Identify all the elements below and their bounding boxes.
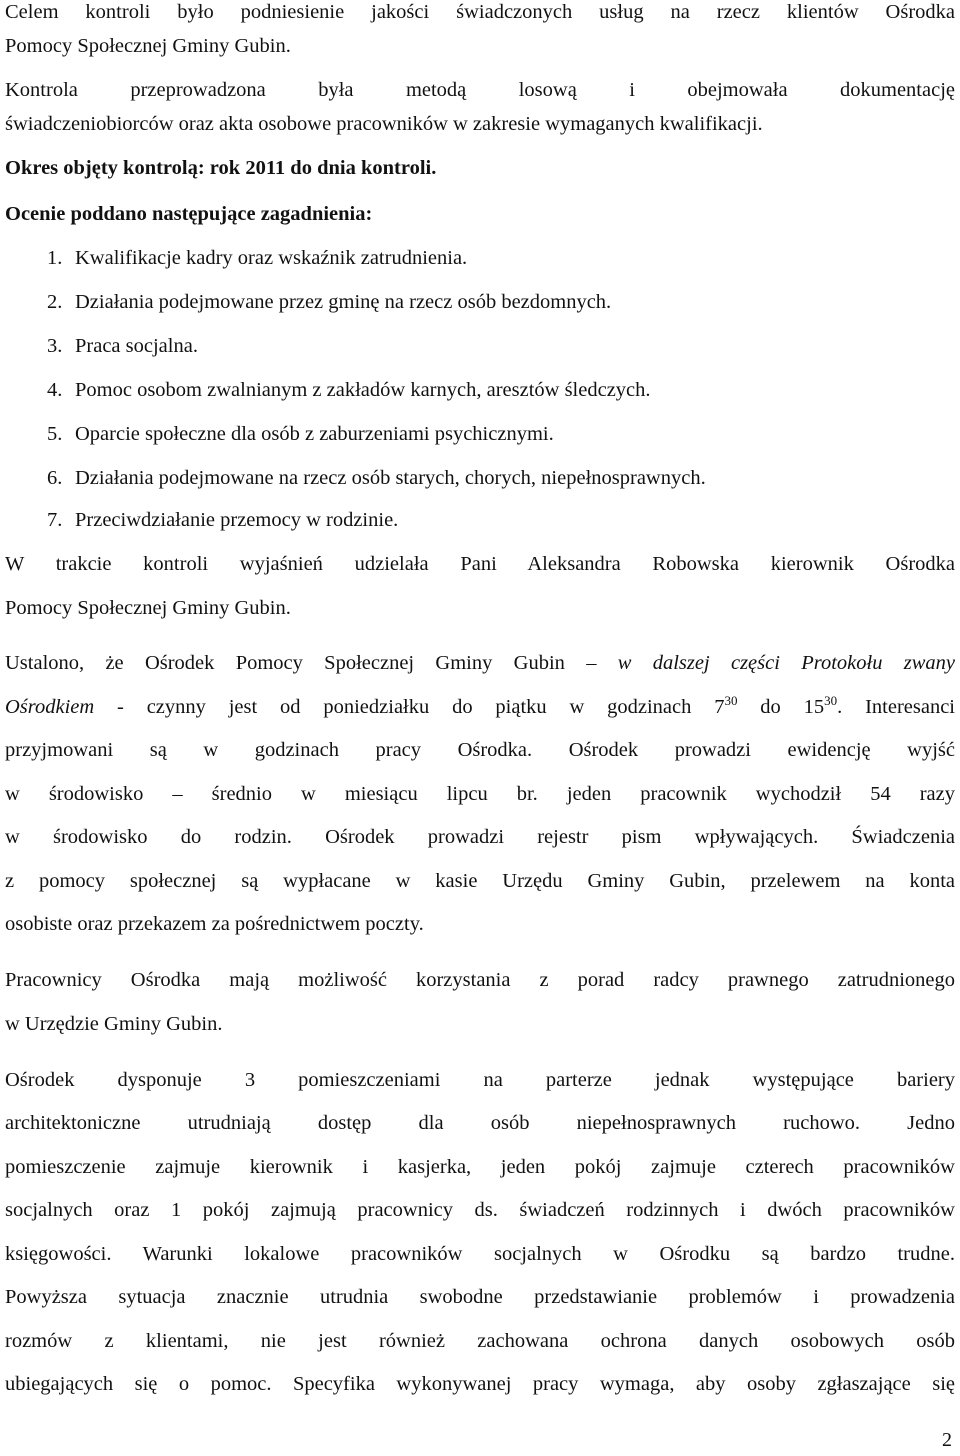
list-item-number: 7. <box>47 509 63 531</box>
list-item-number: 4. <box>47 379 63 401</box>
paragraph-legal-line-2: w Urzędzie Gminy Gubin. <box>5 1013 223 1035</box>
paragraph-premises-line-4: socjalnych oraz 1 pokój zajmują pracownicy ds. świadczeń rodzinnych i dwóch pracowników <box>5 1199 955 1221</box>
list-item <box>5 290 955 314</box>
paragraph-findings-line-2 <box>5 695 955 719</box>
paragraph-explanations-line-1: W trakcie kontroli wyjaśnień udzielała Pani Aleksandra Robowska kierownik Ośrodka <box>5 553 955 575</box>
paragraph-explanations-line-2: Pomocy Społecznej Gminy Gubin. <box>5 597 291 619</box>
paragraph-premises-line-8: ubiegających się o pomoc. Specyfika wykonywanej pracy wymaga, aby osoby zgłaszające się <box>5 1373 955 1395</box>
findings-text: - czynny jest od poniedziałku do piątku w godzinach 7 <box>94 696 725 718</box>
inspection-period: Okres objęty kontrolą: rok 2011 do dnia kontroli. <box>5 157 437 179</box>
paragraph-findings-line-3: przyjmowani są w godzinach pracy Ośrodka. Ośrodek prowadzi ewidencję wyjść <box>5 739 955 761</box>
list-item <box>5 378 955 402</box>
findings-text: . Interesanci <box>837 696 956 718</box>
paragraph-method-line-1: Kontrola przeprowadzona była metodą losową i obejmowała dokumentację <box>5 79 955 101</box>
list-item-text: Przeciwdziałanie przemocy w rodzinie. <box>75 509 399 531</box>
closing-minutes: 30 <box>824 693 838 708</box>
list-item <box>5 334 955 358</box>
list-item <box>5 422 955 446</box>
paragraph-method-line-2: świadczeniobiorców oraz akta osobowe pracowników w zakresie wymaganych kwalifikacji. <box>5 113 763 135</box>
list-item-text: Kwalifikacje kadry oraz wskaźnik zatrudnienia. <box>75 247 468 269</box>
list-item-text: Oparcie społeczne dla osób z zaburzeniami psychicznymi. <box>75 423 554 445</box>
list-item-text: Działania podejmowane na rzecz osób starych, chorych, niepełnosprawnych. <box>75 467 706 489</box>
list-item-text: Pomoc osobom zwalnianym z zakładów karnych, aresztów śledczych. <box>75 379 651 401</box>
list-item-number: 6. <box>47 467 63 489</box>
paragraph-purpose-line-1: Celem kontroli było podniesienie jakości świadczonych usług na rzecz klientów Ośrodka <box>5 1 955 23</box>
page-number: 2 <box>942 1429 952 1451</box>
list-item <box>5 508 955 532</box>
paragraph-premises-line-5: księgowości. Warunki lokalowe pracowników socjalnych w Ośrodku są bardzo trudne. <box>5 1243 955 1265</box>
paragraph-findings-line-7: osobiste oraz przekazem za pośrednictwem poczty. <box>5 913 424 935</box>
paragraph-premises-line-1: Ośrodek dysponuje 3 pomieszczeniami na parterze jednak występujące bariery <box>5 1069 955 1091</box>
paragraph-findings-line-1 <box>5 651 955 675</box>
opening-minutes: 30 <box>724 693 738 708</box>
paragraph-purpose-line-2: Pomocy Społecznej Gminy Gubin. <box>5 35 291 57</box>
findings-italic-text: w dalszej części Protokołu zwany <box>617 652 955 674</box>
findings-text: Ustalono, że Ośrodek Pomocy Społecznej Gminy Gubin – <box>5 652 618 674</box>
list-item-number: 1. <box>47 247 63 269</box>
paragraph-legal-line-1: Pracownicy Ośrodka mają możliwość korzystania z porad radcy prawnego zatrudnionego <box>5 969 955 991</box>
paragraph-premises-line-7: rozmów z klientami, nie jest również zachowana ochrona danych osobowych osób <box>5 1330 955 1352</box>
list-item-text: Praca socjalna. <box>75 335 198 357</box>
list-item-number: 3. <box>47 335 63 357</box>
list-item-text: Działania podejmowane przez gminę na rzecz osób bezdomnych. <box>75 291 612 313</box>
paragraph-premises-line-6: Powyższa sytuacja znacznie utrudnia swobodne przedstawianie problemów i prowadzenia <box>5 1286 955 1308</box>
list-item <box>5 246 955 270</box>
list-item <box>5 466 955 490</box>
findings-italic-term: Ośrodkiem <box>5 696 95 718</box>
paragraph-findings-line-6: z pomocy społecznej są wypłacane w kasie Urzędu Gminy Gubin, przelewem na konta <box>5 870 955 892</box>
list-item-number: 2. <box>47 291 63 313</box>
list-item-number: 5. <box>47 423 63 445</box>
findings-text: do 15 <box>737 696 825 718</box>
paragraph-premises-line-2: architektoniczne utrudniają dostęp dla osób niepełnosprawnych ruchowo. Jedno <box>5 1112 955 1134</box>
issues-heading: Ocenie poddano następujące zagadnienia: <box>5 203 373 225</box>
paragraph-premises-line-3: pomieszczenie zajmuje kierownik i kasjerka, jeden pokój zajmuje czterech pracowników <box>5 1156 955 1178</box>
paragraph-findings-line-4: w środowisko – średnio w miesiącu lipcu br. jeden pracownik wychodził 54 razy <box>5 783 955 805</box>
paragraph-findings-line-5: w środowisko do rodzin. Ośrodek prowadzi rejestr pism wpływających. Świadczenia <box>5 826 955 848</box>
